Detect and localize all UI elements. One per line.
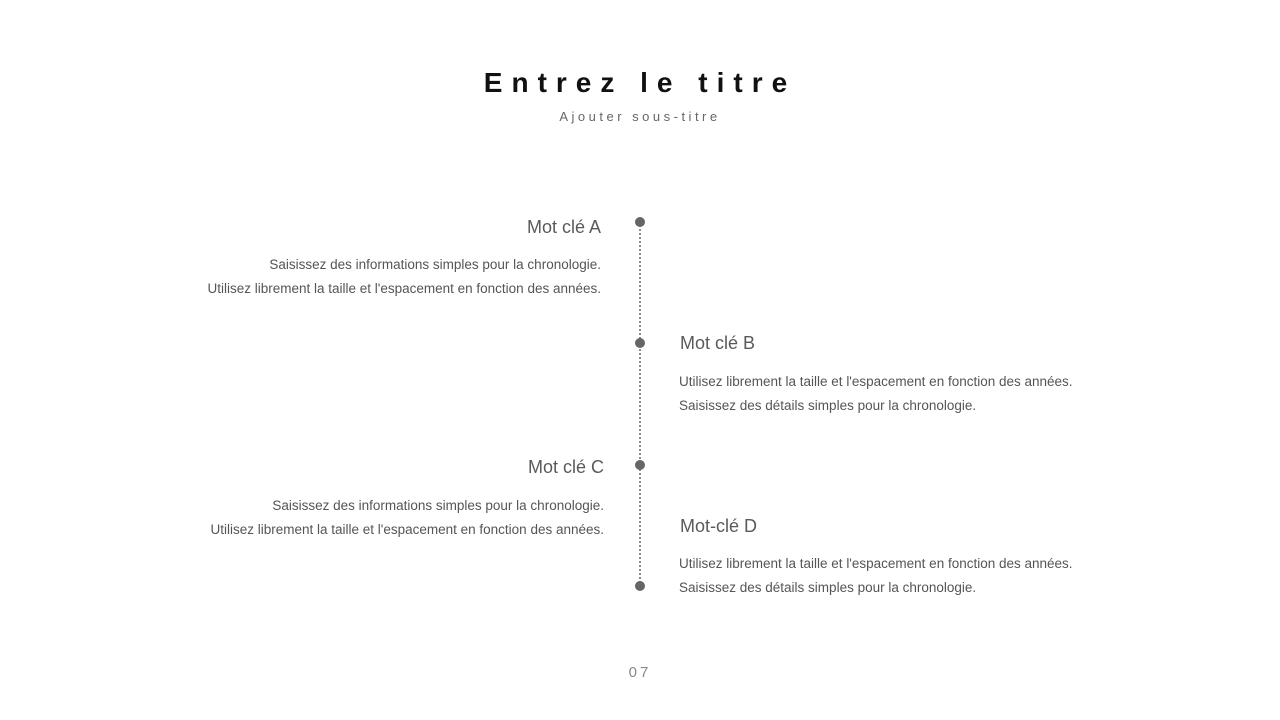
timeline-desc-b-line2: Saisissez des détails simples pour la chronologie. — [679, 398, 977, 413]
timeline-desc-a-line1: Saisissez des informations simples pour la chronologie. — [269, 257, 601, 272]
page-number: 07 — [628, 664, 652, 681]
timeline-dot-d — [635, 581, 645, 591]
timeline-desc-d-line1: Utilisez librement la taille et l'espacement en fonction des années. — [679, 556, 1073, 571]
timeline-keyword-d: Mot-clé D — [680, 516, 758, 536]
timeline-dot-b — [635, 338, 645, 348]
slide-title: Entrez le titre — [483, 67, 797, 98]
timeline-dot-a — [635, 217, 645, 227]
timeline-dotted-line — [639, 222, 641, 586]
timeline-keyword-a: Mot clé A — [526, 217, 601, 237]
timeline-keyword-c: Mot clé C — [527, 457, 604, 477]
timeline-desc-c-line1: Saisissez des informations simples pour la chronologie. — [272, 498, 604, 513]
timeline-desc-d-line2: Saisissez des détails simples pour la chronologie. — [679, 580, 977, 595]
timeline-desc-c-line2: Utilisez librement la taille et l'espacement en fonction des années. — [210, 522, 604, 537]
timeline-desc-a-line2: Utilisez librement la taille et l'espacement en fonction des années. — [207, 281, 601, 296]
timeline-desc-b-line1: Utilisez librement la taille et l'espacement en fonction des années. — [679, 374, 1073, 389]
slide-subtitle: Ajouter sous-titre — [559, 109, 721, 124]
timeline-keyword-b: Mot clé B — [680, 333, 756, 353]
timeline-dot-c — [635, 460, 645, 470]
